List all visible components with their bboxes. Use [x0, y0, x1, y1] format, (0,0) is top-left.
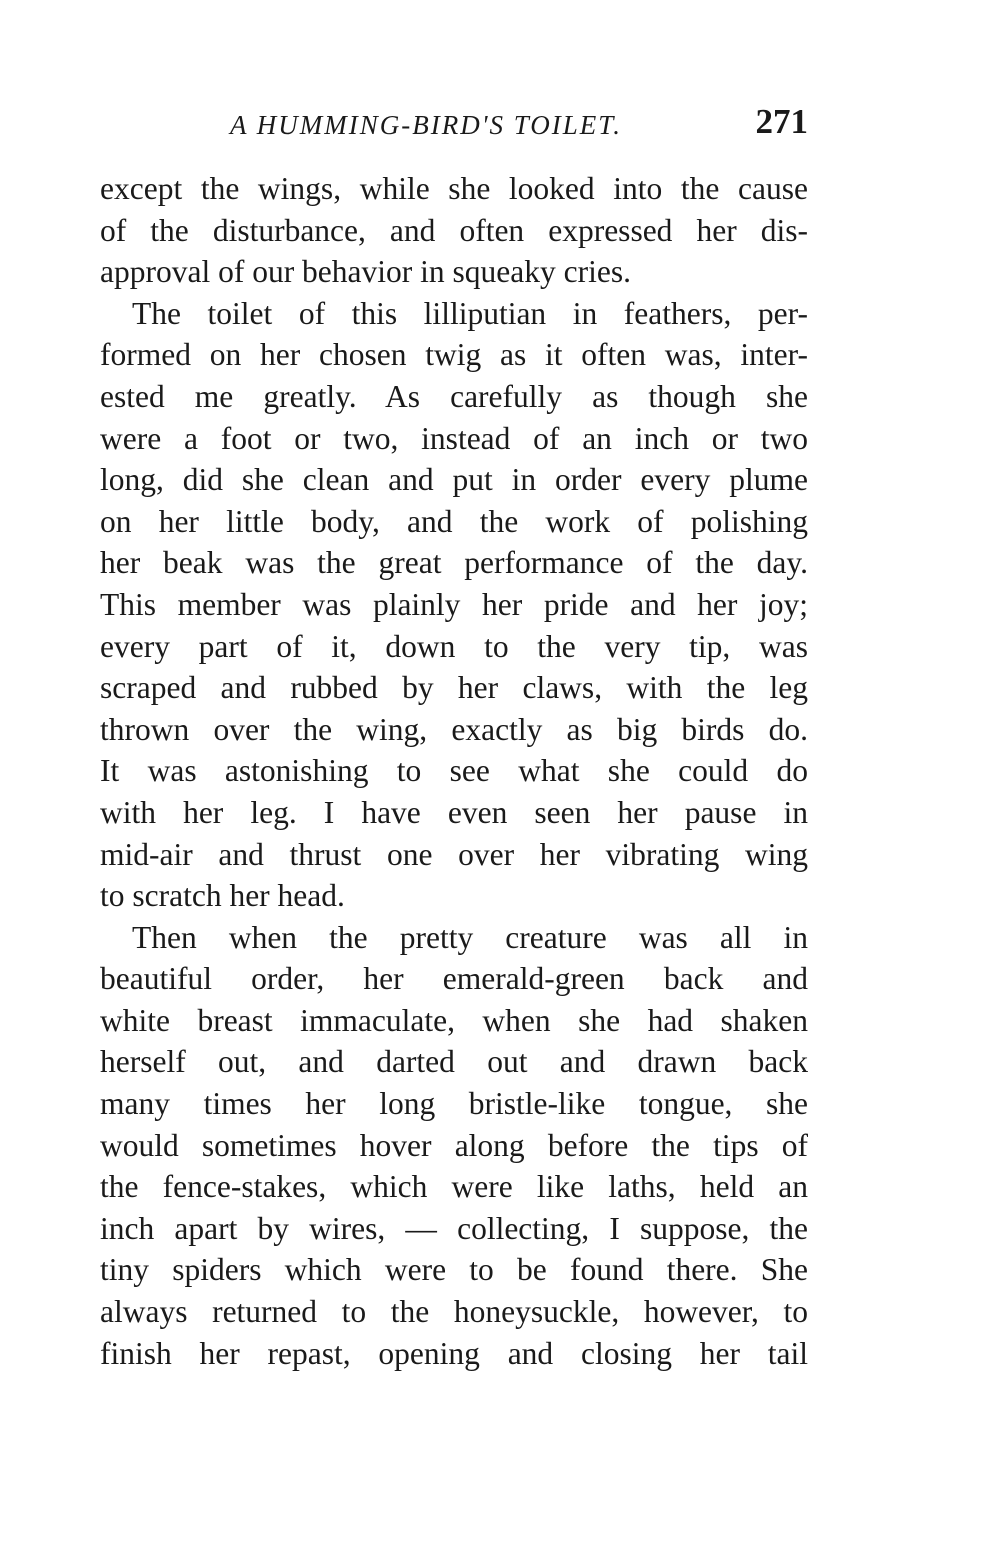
text-line: white breast immaculate, when she had shaken: [100, 1002, 808, 1038]
text-line: many times her long bristle-like tongue, she: [100, 1086, 808, 1122]
text-line: long, did she clean and put in order every plume: [100, 462, 808, 498]
text-line: thrown over the wing, exactly as big birds do.: [100, 711, 808, 747]
text-line: were a foot or two, instead of an inch or two: [100, 420, 808, 456]
text-line: would sometimes hover along before the tips of: [100, 1127, 808, 1163]
text-line: of the disturbance, and often expressed her dis-: [100, 212, 808, 248]
page-number: 271: [755, 102, 808, 141]
text-line: beautiful order, her emerald-green back and: [100, 961, 808, 997]
text-line: finish her repast, opening and closing her tail: [100, 1335, 808, 1371]
text-line: formed on her chosen twig as it often was, inter-: [100, 337, 808, 373]
text-line: her beak was the great performance of the day.: [100, 545, 808, 581]
body-text: [100, 168, 808, 1374]
text-line: tiny spiders which were to be found there. She: [100, 1252, 808, 1288]
text-line: except the wings, while she looked into the cause: [100, 171, 808, 206]
text-line: on her little body, and the work of polishing: [100, 503, 808, 539]
text-line: scraped and rubbed by her claws, with the leg: [100, 670, 808, 706]
running-title: A HUMMING-BIRD'S TOILET.: [230, 110, 623, 140]
text-line: It was astonishing to see what she could do: [100, 753, 808, 789]
text-line: inch apart by wires, — collecting, I suppose, the: [100, 1210, 808, 1246]
text-line: the fence-stakes, which were like laths, held an: [100, 1169, 808, 1205]
text-line: herself out, and darted out and drawn back: [100, 1044, 808, 1080]
text-line: mid-air and thrust one over her vibrating wing: [100, 836, 808, 872]
running-head: [100, 100, 808, 150]
text-line: with her leg. I have even seen her pause in: [100, 794, 808, 830]
text-line: This member was plainly her pride and her joy;: [100, 586, 808, 622]
text-line: approval of our behavior in squeaky cries.: [100, 254, 631, 290]
text-line: ested me greatly. As carefully as though she: [100, 378, 808, 414]
text-line: Then when the pretty creature was all in: [132, 919, 808, 955]
text-line: to scratch her head.: [100, 878, 345, 914]
text-line: The toilet of this lilliputian in feathers, per-: [132, 295, 808, 331]
text-line: always returned to the honeysuckle, however, to: [100, 1294, 808, 1330]
text-line: every part of it, down to the very tip, was: [100, 628, 808, 664]
